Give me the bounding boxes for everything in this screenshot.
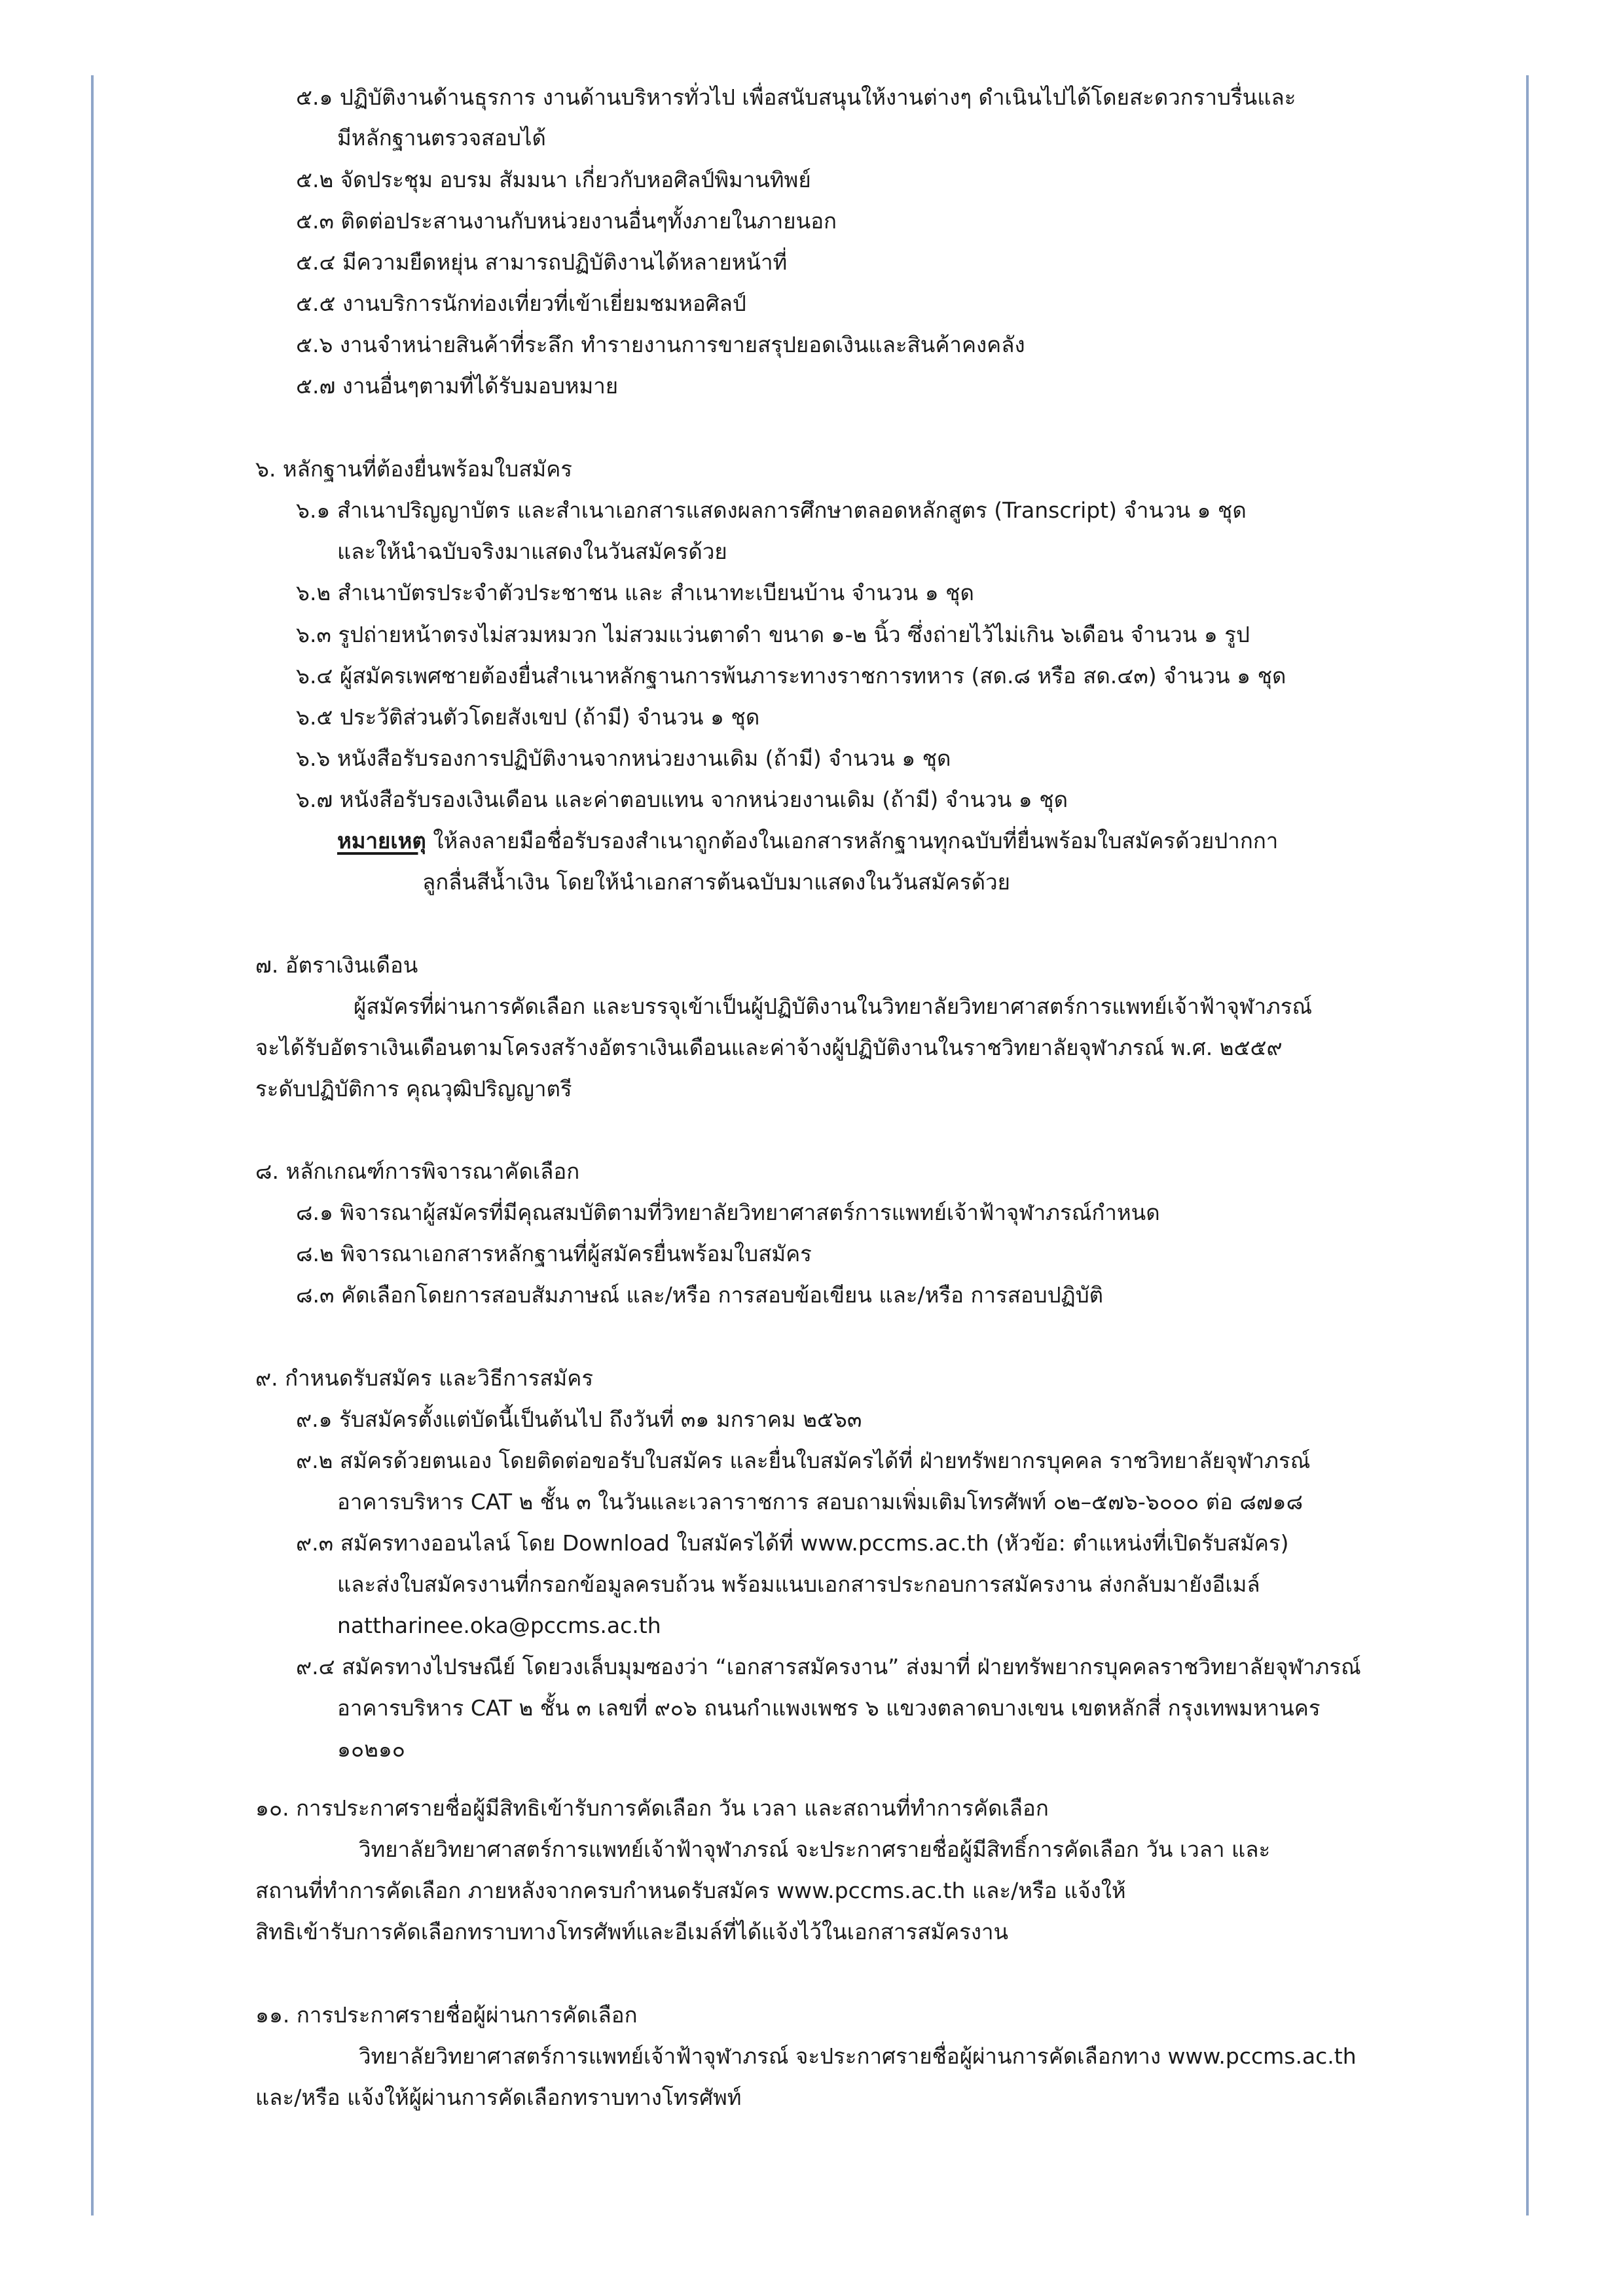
item-5-5: ๕.๕ งานบริการนักท่องเที่ยวที่เข้าเยี่ยมชมหอศิลป์ xyxy=(296,291,746,316)
item-5-7: ๕.๗ งานอื่นๆตามที่ได้รับมอบหมาย xyxy=(296,373,619,399)
section-7-heading: ๗. อัตราเงินเดือน xyxy=(255,952,418,978)
item-6-1-line1: ๖.๑ สำเนาปริญญาบัตร และสำเนาเอกสารแสดงผลการศึกษาตลอดหลักสูตร (Transcript) จำนวน ๑ ชุด xyxy=(296,497,1247,523)
item-8-1: ๘.๑ พิจารณาผู้สมัครที่มีคุณสมบัติตามที่วิทยาลัยวิทยาศาสตร์การแพทย์เจ้าฟ้าจุฬาภรณ์กำหนด xyxy=(296,1200,1160,1225)
section-9-heading: ๙. กำหนดรับสมัคร และวิธีการสมัคร xyxy=(255,1365,594,1391)
section-8-heading: ๘. หลักเกณฑ์การพิจารณาคัดเลือก xyxy=(255,1158,580,1184)
item-5-1-line2: มีหลักฐานตรวจสอบได้ xyxy=(337,125,546,151)
section-10-para-line3: สิทธิเข้ารับการคัดเลือกทราบทางโทรศัพท์และอีเมล์ที่ได้แจ้งไว้ในเอกสารสมัครงาน xyxy=(255,1919,1009,1945)
right-margin-rule xyxy=(1526,75,1529,2215)
section-10-heading: ๑๐. การประกาศรายชื่อผู้มีสิทธิเข้ารับการคัดเลือก วัน เวลา และสถานที่ทำการคัดเลือก xyxy=(255,1795,1049,1821)
note-text: ให้ลงลายมือชื่อรับรองสำเนาถูกต้องในเอกสารหลักฐานทุกฉบับที่ยื่นพร้อมใบสมัครด้วยปากกา xyxy=(426,828,1279,853)
section-11-para-line1: วิทยาลัยวิทยาศาสตร์การแพทย์เจ้าฟ้าจุฬาภรณ์ จะประกาศรายชื่อผู้ผ่านการคัดเลือกทาง www.pccms.ac.th xyxy=(359,2043,1357,2069)
item-5-6: ๕.๖ งานจำหน่ายสินค้าที่ระลึก ทำรายงานการขายสรุปยอดเงินและสินค้าคงคลัง xyxy=(296,332,1025,357)
item-8-3: ๘.๓ คัดเลือกโดยการสอบสัมภาษณ์ และ/หรือ การสอบข้อเขียน และ/หรือ การสอบปฏิบัติ xyxy=(296,1282,1104,1308)
item-6-2: ๖.๒ สำเนาบัตรประจำตัวประชาชน และ สำเนาทะเบียนบ้าน จำนวน ๑ ชุด xyxy=(296,580,974,605)
item-9-4-line2: อาคารบริหาร CAT ๒ ชั้น ๓ เลขที่ ๙๐๖ ถนนกำแพงเพชร ๖ แขวงตลาดบางเขน เขตหลักสี่ กรุงเทพมหานคร xyxy=(337,1695,1321,1721)
item-6-4: ๖.๔ ผู้สมัครเพศชายต้องยื่นสำเนาหลักฐานการพ้นภาระทางราชการทหาร (สด.๘ หรือ สด.๔๓) จำนวน ๑ ชุด xyxy=(296,663,1286,689)
section-6-heading: ๖. หลักฐานที่ต้องยื่นพร้อมใบสมัคร xyxy=(255,456,572,482)
item-5-3: ๕.๓ ติดต่อประสานงานกับหน่วยงานอื่นๆทั้งภายในภายนอก xyxy=(296,208,837,234)
item-6-7: ๖.๗ หนังสือรับรองเงินเดือน และค่าตอบแทน จากหน่วยงานเดิม (ถ้ามี) จำนวน ๑ ชุด xyxy=(296,787,1068,812)
section-11-heading: ๑๑. การประกาศรายชื่อผู้ผ่านการคัดเลือก xyxy=(255,2002,638,2028)
item-6-5: ๖.๕ ประวัติส่วนตัวโดยสังเขป (ถ้ามี) จำนวน ๑ ชุด xyxy=(296,704,760,730)
item-9-4-line1: ๙.๔ สมัครทางไปรษณีย์ โดยวงเล็บมุมซองว่า “เอกสารสมัครงาน” ส่งมาที่ ฝ่ายทรัพยากรบุคคลราชวิทยาลัยจุฬาภรณ์ xyxy=(296,1654,1361,1679)
email-address: nattharinee.oka@pccms.ac.th xyxy=(337,1613,661,1638)
item-6-6: ๖.๖ หนังสือรับรองการปฏิบัติงานจากหน่วยงานเดิม (ถ้ามี) จำนวน ๑ ชุด xyxy=(296,745,951,771)
item-5-4: ๕.๔ มีความยืดหยุ่น สามารถปฏิบัติงานได้หลายหน้าที่ xyxy=(296,249,788,275)
note-line1 xyxy=(337,825,1278,857)
section-10-para-line1: วิทยาลัยวิทยาศาสตร์การแพทย์เจ้าฟ้าจุฬาภรณ์ จะประกาศรายชื่อผู้มีสิทธิ์การคัดเลือก วัน เวลา และ xyxy=(359,1837,1271,1862)
note-label: หมายเหตุ xyxy=(337,828,426,853)
item-9-3-line2: และส่งใบสมัครงานที่กรอกข้อมูลครบถ้วน พร้อมแนบเอกสารประกอบการสมัครงาน ส่งกลับมายังอีเมล์ xyxy=(337,1571,1260,1597)
item-6-3: ๖.๓ รูปถ่ายหน้าตรงไม่สวมหมวก ไม่สวมแว่นตาดำ ขนาด ๑-๒ นิ้ว ซึ่งถ่ายไว้ไม่เกิน ๖เดือน จำนวน ๑ รูป xyxy=(296,622,1250,647)
item-9-2-line1: ๙.๒ สมัครด้วยตนเอง โดยติดต่อขอรับใบสมัคร และยื่นใบสมัครได้ที่ ฝ่ายทรัพยากรบุคคล ราชวิทยาลัยจุฬาภรณ์ xyxy=(296,1448,1311,1473)
section-7-para-line1: ผู้สมัครที่ผ่านการคัดเลือก และบรรจุเข้าเป็นผู้ปฏิบัติงานในวิทยาลัยวิทยาศาสตร์การแพทย์เจ้าฟ้าจุฬาภรณ์ xyxy=(354,994,1313,1019)
left-margin-rule xyxy=(91,75,94,2215)
item-5-2: ๕.๒ จัดประชุม อบรม สัมมนา เกี่ยวกับหอศิลป์พิมานทิพย์ xyxy=(296,167,811,192)
item-5-1-line1: ๕.๑ ปฏิบัติงานด้านธุรการ งานด้านบริหารทั่วไป เพื่อสนับสนุนให้งานต่างๆ ดำเนินไปได้โดยสะดวกราบรื่นและ xyxy=(296,84,1296,110)
section-11-para-line2: และ/หรือ แจ้งให้ผู้ผ่านการคัดเลือกทราบทางโทรศัพท์ xyxy=(255,2085,742,2110)
item-9-1: ๙.๑ รับสมัครตั้งแต่บัดนี้เป็นต้นไป ถึงวันที่ ๓๑ มกราคม ๒๕๖๓ xyxy=(296,1407,862,1432)
item-6-1-line2: และให้นำฉบับจริงมาแสดงในวันสมัครด้วย xyxy=(337,539,727,564)
item-9-2-line2: อาคารบริหาร CAT ๒ ชั้น ๓ ในวันและเวลาราชการ สอบถามเพิ่มเติมโทรศัพท์ ๐๒–๕๗๖-๖๐๐๐ ต่อ ๘๗๑๘ xyxy=(337,1489,1304,1515)
item-8-2: ๘.๒ พิจารณาเอกสารหลักฐานที่ผู้สมัครยื่นพร้อมใบสมัคร xyxy=(296,1241,812,1266)
note-line2: ลูกลื่นสีน้ำเงิน โดยให้นำเอกสารต้นฉบับมาแสดงในวันสมัครด้วย xyxy=(422,869,1010,895)
item-9-4-line3: ๑๐๒๑๐ xyxy=(337,1736,405,1762)
section-7-para-line2: จะได้รับอัตราเงินเดือนตามโครงสร้างอัตราเงินเดือนและค่าจ้างผู้ปฏิบัติงานในราชวิทยาลัยจุฬาภรณ์ พ.ศ. ๒๕๕๙ xyxy=(255,1035,1283,1060)
section-7-para-line3: ระดับปฏิบัติการ คุณวุฒิปริญญาตรี xyxy=(255,1076,572,1102)
section-10-para-line2: สถานที่ทำการคัดเลือก ภายหลังจากครบกำหนดรับสมัคร www.pccms.ac.th และ/หรือ แจ้งให้ xyxy=(255,1878,1126,1903)
item-9-3-line1: ๙.๓ สมัครทางออนไลน์ โดย Download ใบสมัครได้ที่ www.pccms.ac.th (หัวข้อ: ตำแหน่งที่เปิดรับสมัคร) xyxy=(296,1530,1289,1556)
